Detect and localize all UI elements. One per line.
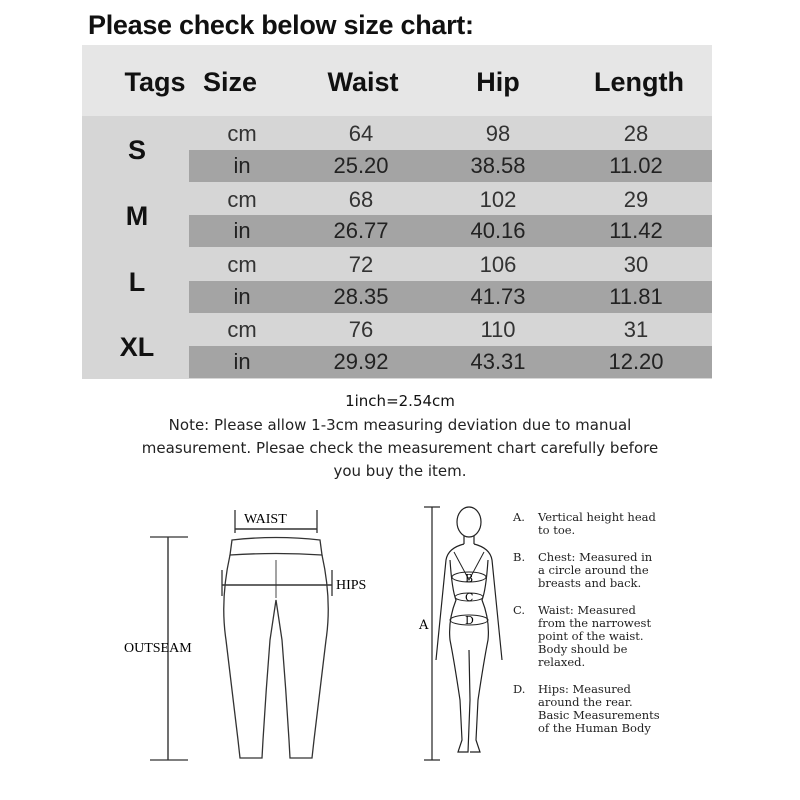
table-row bbox=[189, 150, 712, 182]
size-tag-l: L bbox=[128, 267, 146, 297]
waist-cell: 29.92 bbox=[333, 349, 389, 374]
table-row bbox=[189, 184, 712, 216]
hip-cell: 106 bbox=[479, 252, 517, 277]
length-cell: 12.20 bbox=[608, 349, 664, 374]
measurement-illustrations bbox=[0, 490, 800, 800]
measurement-note: Note: Please allow 1-3cm measuring deviation due to manual measurement. Plesae check the measurement chart carefully before you buy the item. bbox=[141, 416, 659, 480]
legend-line: relaxed. bbox=[538, 655, 586, 669]
unit-cell: in bbox=[233, 153, 251, 178]
size-tag-xl: XL bbox=[119, 332, 155, 362]
body-label-c: C bbox=[465, 591, 474, 604]
unit-cell: cm bbox=[227, 252, 257, 277]
waist-cell: 26.77 bbox=[333, 218, 389, 243]
waist-cell: 25.20 bbox=[333, 153, 389, 178]
unit-conversion: 1inch=2.54cm bbox=[345, 392, 455, 410]
table-row bbox=[189, 118, 712, 150]
unit-cell: in bbox=[233, 349, 251, 374]
unit-cell: cm bbox=[227, 317, 257, 342]
legend-line: breasts and back. bbox=[538, 576, 642, 590]
hip-cell: 98 bbox=[485, 121, 511, 146]
size-tag-m: M bbox=[125, 201, 149, 231]
hip-cell: 40.16 bbox=[470, 218, 526, 243]
legend-line: a circle around the bbox=[538, 563, 649, 577]
length-cell: 28 bbox=[623, 121, 649, 146]
table-header bbox=[82, 45, 712, 116]
legend-line: Vertical height head bbox=[538, 510, 656, 524]
header-hip: Hip bbox=[476, 67, 520, 97]
body-label-b: B bbox=[465, 572, 474, 585]
legend-line: of the Human Body bbox=[538, 721, 651, 735]
leggings-diagram bbox=[150, 510, 332, 760]
hip-cell: 102 bbox=[479, 187, 517, 212]
unit-cell: cm bbox=[227, 121, 257, 146]
waist-cell: 76 bbox=[348, 317, 374, 342]
length-cell: 30 bbox=[623, 252, 649, 277]
size-tag-s: S bbox=[127, 135, 147, 165]
unit-cell: in bbox=[233, 218, 251, 243]
waist-cell: 68 bbox=[348, 187, 374, 212]
body-label-d: D bbox=[465, 614, 474, 627]
length-cell: 31 bbox=[623, 317, 649, 342]
hip-cell: 38.58 bbox=[470, 153, 526, 178]
hip-cell: 43.31 bbox=[470, 349, 526, 374]
header-waist: Waist bbox=[327, 67, 399, 97]
length-cell: 11.81 bbox=[609, 284, 663, 309]
header-tags: Tags bbox=[124, 67, 186, 97]
page-title: Please check below size chart: bbox=[88, 10, 474, 40]
waist-label: WAIST bbox=[244, 512, 287, 527]
measurement-legend bbox=[512, 510, 660, 735]
hip-cell: 41.73 bbox=[470, 284, 526, 309]
table-row bbox=[189, 215, 712, 247]
legend-letter: C. bbox=[513, 603, 526, 617]
human-body-diagram bbox=[424, 507, 502, 760]
legend-line: Hips: Measured bbox=[538, 682, 631, 696]
table-row bbox=[189, 281, 712, 313]
unit-cell: in bbox=[233, 284, 251, 309]
legend-letter: D. bbox=[513, 682, 526, 696]
header-size: Size bbox=[202, 67, 258, 97]
legend-line: Chest: Measured in bbox=[538, 550, 653, 564]
waist-cell: 64 bbox=[348, 121, 374, 146]
hip-cell: 110 bbox=[480, 317, 516, 342]
length-cell: 29 bbox=[623, 187, 649, 212]
legend-line: Body should be bbox=[538, 642, 628, 656]
legend-line: around the rear. bbox=[538, 695, 633, 709]
table-row bbox=[189, 249, 712, 281]
table-row bbox=[189, 314, 712, 346]
hips-label: HIPS bbox=[336, 578, 367, 593]
legend-line: to toe. bbox=[538, 523, 576, 537]
waist-cell: 72 bbox=[348, 252, 374, 277]
header-length: Length bbox=[594, 67, 684, 97]
table-row bbox=[189, 346, 712, 378]
waist-cell: 28.35 bbox=[333, 284, 389, 309]
legend-line: Basic Measurements bbox=[538, 708, 660, 722]
legend-line: from the narrowest bbox=[538, 616, 652, 630]
legend-letter: A. bbox=[513, 510, 525, 524]
legend-line: Waist: Measured bbox=[538, 603, 636, 617]
length-cell: 11.02 bbox=[609, 153, 663, 178]
size-chart-table bbox=[82, 45, 712, 379]
legend-letter: B. bbox=[513, 550, 526, 564]
legend-line: point of the waist. bbox=[538, 629, 644, 643]
length-cell: 11.42 bbox=[609, 218, 663, 243]
outseam-label: OUTSEAM bbox=[124, 641, 192, 656]
unit-cell: cm bbox=[227, 187, 257, 212]
body-label-a: A bbox=[419, 618, 429, 633]
